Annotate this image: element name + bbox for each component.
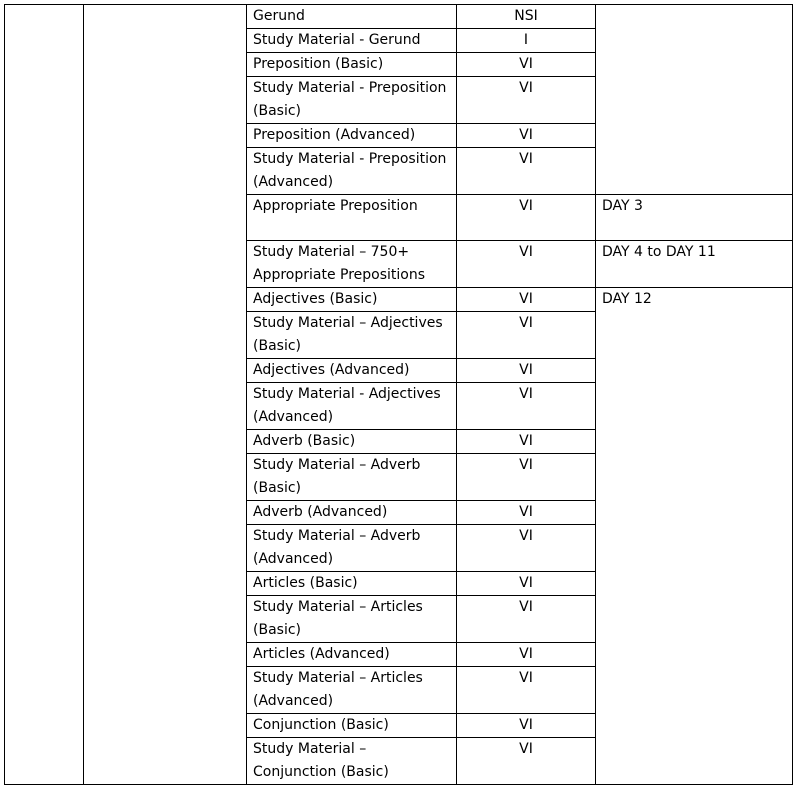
day-cell: DAY 3 [596, 195, 793, 241]
day-cell: DAY 4 to DAY 11 [596, 241, 793, 288]
blank-column-b [84, 5, 247, 785]
day-cell: DAY 12 [596, 288, 793, 785]
level-cell: VI [457, 312, 596, 359]
level-cell: VI [457, 53, 596, 77]
level-cell: VI [457, 241, 596, 288]
table-row [5, 5, 793, 29]
topic-cell: Preposition (Basic) [247, 53, 457, 77]
topic-cell: Articles (Advanced) [247, 643, 457, 667]
level-cell: VI [457, 501, 596, 525]
level-cell: VI [457, 77, 596, 124]
level-cell: I [457, 29, 596, 53]
topic-cell: Study Material - Preposition (Basic) [247, 77, 457, 124]
topic-cell: Conjunction (Basic) [247, 714, 457, 738]
level-cell: NSI [457, 5, 596, 29]
topic-cell: Adjectives (Basic) [247, 288, 457, 312]
topic-cell: Study Material – Adverb (Basic) [247, 454, 457, 501]
level-cell: VI [457, 430, 596, 454]
topic-cell: Study Material – Adverb (Advanced) [247, 525, 457, 572]
level-cell: VI [457, 454, 596, 501]
level-cell: VI [457, 525, 596, 572]
topic-cell: Study Material – Adjectives (Basic) [247, 312, 457, 359]
topic-cell: Study Material - Gerund [247, 29, 457, 53]
topic-cell: Preposition (Advanced) [247, 124, 457, 148]
topic-cell: Articles (Basic) [247, 572, 457, 596]
schedule-table [4, 4, 793, 785]
level-cell: VI [457, 288, 596, 312]
topic-cell: Adverb (Advanced) [247, 501, 457, 525]
topic-cell: Adverb (Basic) [247, 430, 457, 454]
topic-cell: Study Material – 750+ Appropriate Prepositions [247, 241, 457, 288]
level-cell: VI [457, 643, 596, 667]
level-cell: VI [457, 124, 596, 148]
level-cell: VI [457, 572, 596, 596]
level-cell: VI [457, 383, 596, 430]
topic-cell: Study Material - Preposition (Advanced) [247, 148, 457, 195]
topic-cell: Study Material – Articles (Advanced) [247, 667, 457, 714]
day-cell [596, 5, 793, 195]
topic-cell: Adjectives (Advanced) [247, 359, 457, 383]
level-cell: VI [457, 359, 596, 383]
level-cell: VI [457, 738, 596, 785]
topic-cell: Study Material – Conjunction (Basic) [247, 738, 457, 785]
level-cell: VI [457, 195, 596, 241]
level-cell: VI [457, 148, 596, 195]
topic-cell: Study Material - Adjectives (Advanced) [247, 383, 457, 430]
blank-column-a [5, 5, 84, 785]
topic-cell: Study Material – Articles (Basic) [247, 596, 457, 643]
level-cell: VI [457, 667, 596, 714]
level-cell: VI [457, 714, 596, 738]
topic-cell: Appropriate Preposition [247, 195, 457, 241]
topic-cell: Gerund [247, 5, 457, 29]
level-cell: VI [457, 596, 596, 643]
